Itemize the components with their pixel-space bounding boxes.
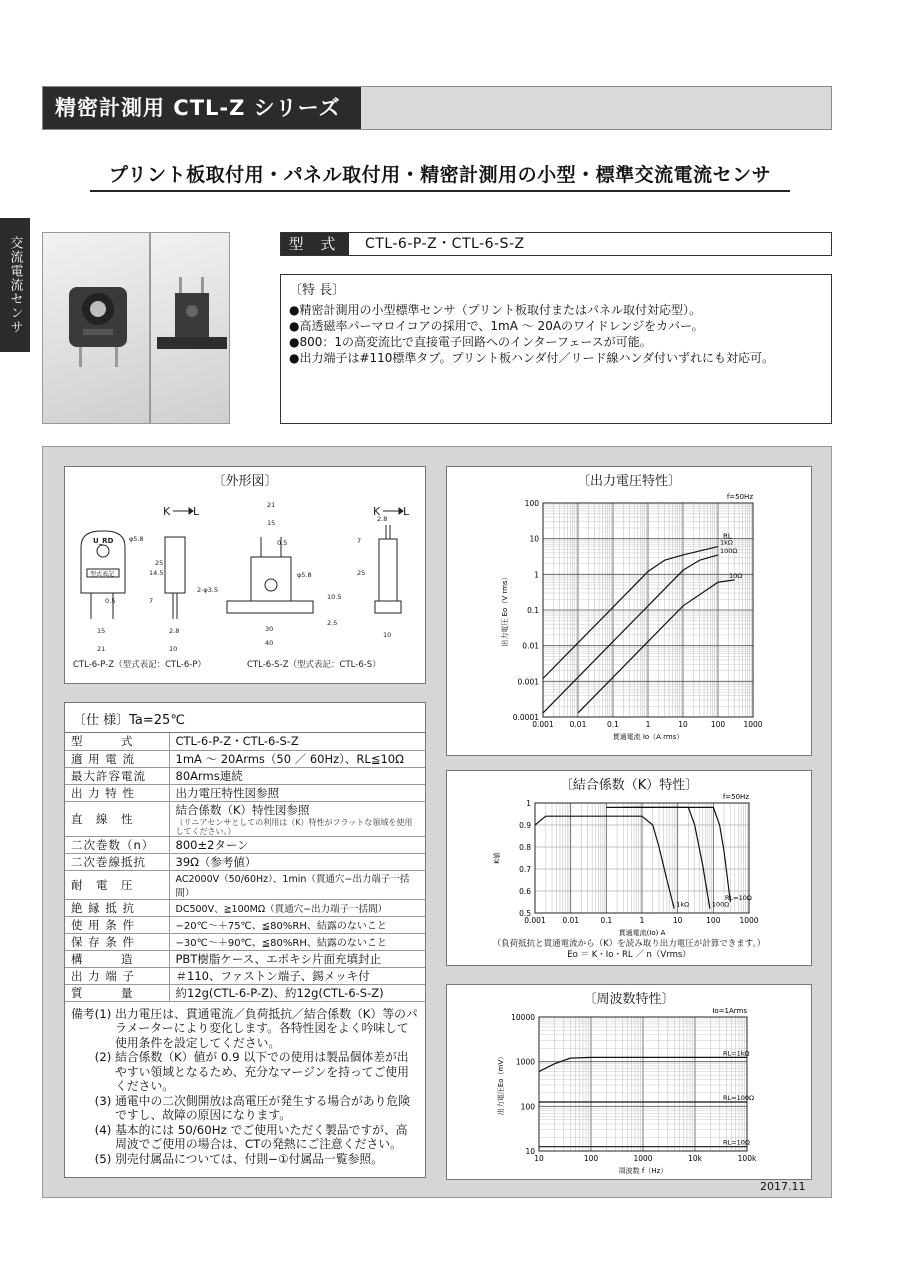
y-tick-label: 0.9 [519, 821, 531, 830]
remark-number: (4) [71, 1122, 116, 1137]
remark-number: (2) [71, 1050, 116, 1064]
remark-text: 結合係数（K）値が 0.9 以下での使用は製品個体差が出やすい領域となるため、充分なマージンを持ってご使用ください。 [115, 1050, 409, 1093]
kl-right-2: L [403, 505, 410, 518]
x-tick-label: 1000 [739, 916, 759, 925]
dim-p: 10 [169, 645, 178, 653]
x-axis-label: 貫通電流 Io（A rms） [612, 733, 684, 741]
y-axis-label: 出力電圧Eo（mV） [497, 1052, 505, 1116]
spec-key: 使 用 条 件 [65, 916, 169, 933]
dim-s: 2.8 [377, 515, 388, 523]
spec-table [65, 733, 425, 1002]
series-label: RL=10Ω [723, 1138, 750, 1147]
spec-row [65, 899, 425, 916]
x-tick-label: 100 [710, 720, 726, 729]
remark-text: 基本的には 50/60Hz でご使用いただく製品ですが、高周波でご使用の場合は、CTの発熱にご注意ください。 [115, 1122, 408, 1151]
y-tick-label: 100 [520, 1102, 535, 1112]
spec-row [65, 967, 425, 984]
y-tick-label: 0.5 [519, 909, 531, 918]
dim-s: 10.5 [327, 593, 342, 601]
chart-frequency [447, 1003, 811, 1179]
series-label: 1kΩ [720, 538, 733, 547]
model-row [280, 232, 832, 256]
y-tick-label: 1000 [515, 1057, 535, 1067]
x-tick-label: 0.01 [569, 720, 587, 729]
remark-text: 別売付属品については、付則−①付属品一覧参照。 [115, 1151, 384, 1166]
dim-s: 2.5 [327, 619, 338, 627]
ct-p-illustration [43, 233, 149, 423]
remarks [65, 1002, 425, 1172]
spec-row [65, 933, 425, 950]
spec-key: 絶 縁 抵 抗 [65, 899, 169, 916]
series-label: 100Ω [720, 546, 738, 555]
x-tick-label: 100k [737, 1154, 757, 1163]
remark-item [71, 1050, 419, 1094]
spec-row [65, 836, 425, 853]
legend-title: RL [723, 532, 732, 541]
y-tick-label: 1 [534, 570, 539, 580]
model-value: CTL-6-P-Z・CTL-6-S-Z [365, 236, 525, 252]
spec-value: 約12g(CTL-6-P-Z)、約12g(CTL-6-S-Z) [169, 984, 425, 1001]
spec-heading: 〔仕 様〕Ta=25℃ [65, 703, 425, 733]
ct-s-illustration [151, 233, 229, 423]
outline-drawing [65, 485, 425, 681]
spec-row [65, 870, 425, 899]
chart-output-voltage-box [446, 466, 812, 756]
dim-s: 10 [383, 631, 392, 639]
dim-s: 30 [265, 625, 274, 633]
feature-item: ●精密計測用の小型標準センサ（プリント板取付またはパネル取付対応型）。 [289, 303, 701, 317]
spec-row [65, 801, 425, 836]
dim-s: 21 [267, 501, 276, 509]
series-label: RL=1kΩ [723, 1049, 750, 1058]
side-category-tab: 交流電流センサ [0, 218, 30, 352]
spec-key: 保 存 条 件 [65, 933, 169, 950]
x-axis-label: 周波数 f（Hz） [618, 1167, 668, 1175]
dim-p: 21 [97, 645, 106, 653]
feature-item: ●高透磁率パーマロイコアの採用で、1mA ～ 20Aのワイドレンジをカバー。 [289, 319, 704, 333]
features-heading: 〔特 長〕 [289, 283, 346, 298]
x-tick-label: 10k [688, 1154, 702, 1163]
x-tick-label: 0.1 [600, 916, 613, 925]
dim-p: 7 [149, 597, 154, 605]
chart-annotation: Io=1Arms [712, 1007, 747, 1015]
dim-p: 2.8 [169, 627, 180, 635]
spec-value: 80Arms連続 [169, 767, 425, 784]
series-line [623, 807, 730, 902]
dim-s: φ5.8 [297, 571, 312, 579]
dim-p: 0.5 [105, 597, 116, 605]
series-label: 10Ω [729, 571, 743, 580]
series-label: 1kΩ [676, 900, 690, 909]
spec-table-box [64, 702, 426, 1178]
x-tick-label: 1000 [633, 1154, 653, 1163]
chart-annotation: f=50Hz [726, 493, 753, 501]
y-axis-label: K値 [493, 852, 501, 864]
chart-frequency-box [446, 984, 812, 1180]
product-photo-s [150, 232, 230, 424]
kl-left-2: K [373, 505, 381, 518]
series-label: RL=10Ω [725, 894, 752, 902]
x-tick-label: 1000 [743, 720, 763, 729]
kl-left: K [163, 505, 171, 518]
chart-title: 〔周波数特性〕 [583, 992, 675, 1007]
dim-p: 14.5 [149, 569, 164, 577]
chart-title: 〔結合係数（K）特性〕 [559, 778, 699, 793]
chart-annotation: f=50Hz [722, 793, 749, 801]
spec-value: 出力電圧特性図参照 [169, 784, 425, 801]
x-tick-label: 0.1 [607, 720, 619, 729]
spec-row [65, 784, 425, 801]
spec-value: 1mA ～ 20Arms（50 ／ 60Hz）、RL≦10Ω [169, 750, 425, 767]
spec-row [65, 950, 425, 967]
spec-value: PBT樹脂ケース、エポキシ片面充填封止 [169, 950, 425, 967]
series-header [42, 86, 832, 130]
spec-key: 二次巻数（n） [65, 836, 169, 853]
y-tick-label: 0.6 [519, 887, 531, 896]
y-tick-label: 1 [526, 799, 531, 808]
feature-item: ●800：1の高変流比で直接電子回路へのインターフェースが可能。 [289, 335, 652, 349]
dim-s: 15 [267, 519, 276, 527]
y-tick-label: 0.7 [519, 865, 531, 874]
x-axis-label: 貫通電流(Io) A [618, 929, 666, 937]
label-plate: 型式表記 [90, 571, 115, 578]
dim-s: 7 [357, 537, 362, 545]
x-tick-label: 1 [639, 916, 645, 925]
spec-value: 結合係数（K）特性図参照 [175, 802, 310, 817]
x-tick-label: 1 [645, 720, 651, 729]
spec-value: 39Ω（参考値） [169, 853, 425, 870]
spec-value: ＃110、ファストン端子、錫メッキ付 [169, 967, 425, 984]
spec-key: 直 線 性 [65, 801, 169, 836]
caption-p: CTL-6-P-Z（型式表記：CTL-6-P） [73, 660, 206, 670]
series-label: 100Ω [711, 900, 730, 909]
y-tick-label: 10 [529, 534, 539, 544]
y-tick-label: 0.8 [519, 843, 531, 852]
outline-title: 〔外形図〕 [212, 474, 278, 489]
spec-row [65, 733, 425, 750]
remark-item [71, 1152, 419, 1167]
series-title: 精密計測用 CTL-Z シリーズ [43, 87, 361, 129]
y-tick-label: 100 [524, 499, 539, 508]
chart-coupling [447, 789, 811, 937]
remark-item [71, 1094, 419, 1123]
spec-key: 耐 電 圧 [65, 870, 169, 899]
spec-value: 800±2ターン [169, 836, 425, 853]
logo-mark: U_RD [93, 537, 114, 545]
spec-value: DC500V、≧100MΩ（貫通穴−出力端子一括間） [169, 899, 425, 916]
series-line [606, 807, 710, 908]
y-tick-label: 0.1 [527, 606, 539, 615]
chart-title: 〔出力電圧特性〕 [576, 474, 681, 489]
chart-note: （負荷抵抗と貫通電流から（K）を読み取り出力電圧が計算できます。） [492, 939, 766, 949]
dim-p: 15 [97, 627, 106, 635]
remark-item [71, 1007, 419, 1051]
spec-row [65, 853, 425, 870]
publish-date: 2017.11 [760, 1180, 806, 1193]
y-axis-label: 出力電圧 Eo（V rms） [501, 573, 509, 647]
x-tick-label: 10 [678, 720, 688, 729]
remark-number: (5) [71, 1151, 116, 1166]
spec-value: −20℃～＋75℃、≦80%RH、結露のないこと [169, 916, 425, 933]
remark-item [71, 1123, 419, 1152]
x-tick-label: 100 [706, 916, 721, 925]
x-tick-label: 10 [534, 1154, 544, 1163]
spec-key: 型 式 [65, 733, 169, 750]
kl-right: L [193, 505, 200, 518]
x-tick-label: 100 [583, 1154, 599, 1163]
remark-number: (3) [71, 1093, 116, 1108]
dim-p: φ5.8 [129, 535, 144, 543]
product-photo-p [42, 232, 150, 424]
x-tick-label: 0.001 [524, 916, 546, 925]
feature-item: ●出力端子は#110標準タブ。プリント板ハンダ付／リード線ハンダ付いずれにも対応可。 [289, 351, 775, 365]
spec-value: CTL-6-P-Z・CTL-6-S-Z [169, 733, 425, 750]
chart-coupling-box [446, 770, 812, 966]
spec-key: 出 力 端 子 [65, 967, 169, 984]
spec-note: （リニアセンサとしての利用は（K）特性がフラットな領域を使用してください。） [175, 817, 413, 836]
model-label: 型 式 [281, 233, 349, 255]
spec-row [65, 984, 425, 1001]
chart-formula: Eo ＝ K・Io・RL ／ n（Vrms） [567, 950, 691, 960]
remark-text: 出力電圧は、貫通電流／負荷抵抗／結合係数（K）等のパラメーターにより変化します。各特性図をよく吟味して使用条件を設定してください。 [115, 1006, 418, 1050]
dim-p: 25 [155, 559, 164, 567]
x-tick-label: 10 [672, 916, 683, 925]
remark-text: 通電中の二次側開放は高電圧が発生する場合があり危険ですし、故障の原因になります。 [115, 1093, 410, 1122]
dim-s: 2-φ3.5 [197, 586, 219, 594]
y-tick-label: 10000 [511, 1013, 535, 1022]
y-tick-label: 0.0001 [512, 713, 539, 722]
spec-key: 構 造 [65, 950, 169, 967]
remark-number: 備考(1) [71, 1006, 116, 1021]
spec-value: −30℃～＋90℃、≦80%RH、結露のないこと [169, 933, 425, 950]
x-tick-label: 0.001 [532, 720, 554, 729]
y-tick-label: 0.01 [522, 641, 539, 651]
x-tick-label: 0.01 [562, 916, 580, 925]
features-box [280, 274, 832, 424]
spec-key: 最大許容電流 [65, 767, 169, 784]
page-subtitle: プリント板取付用・パネル取付用・精密計測用の小型・標準交流電流センサ [90, 160, 790, 192]
spec-row [65, 750, 425, 767]
outline-drawing-box [64, 466, 426, 684]
spec-key: 出 力 特 性 [65, 784, 169, 801]
chart-output-voltage [447, 487, 811, 755]
y-tick-label: 10 [525, 1147, 535, 1156]
y-tick-label: 0.001 [517, 677, 539, 687]
caption-s: CTL-6-S-Z（型式表記：CTL-6-S） [247, 660, 381, 670]
dim-s: 0.5 [277, 539, 288, 547]
series-line [578, 580, 735, 713]
spec-value: AC2000V（50/60Hz）、1min（貫通穴−出力端子一括間） [169, 870, 425, 899]
dim-s: 25 [357, 569, 366, 577]
spec-key: 二次巻線抵抗 [65, 853, 169, 870]
spec-row [65, 916, 425, 933]
spec-key: 質 量 [65, 984, 169, 1001]
dim-s: 40 [265, 639, 274, 647]
spec-row [65, 767, 425, 784]
series-label: RL=100Ω [723, 1094, 754, 1103]
spec-key: 適 用 電 流 [65, 750, 169, 767]
